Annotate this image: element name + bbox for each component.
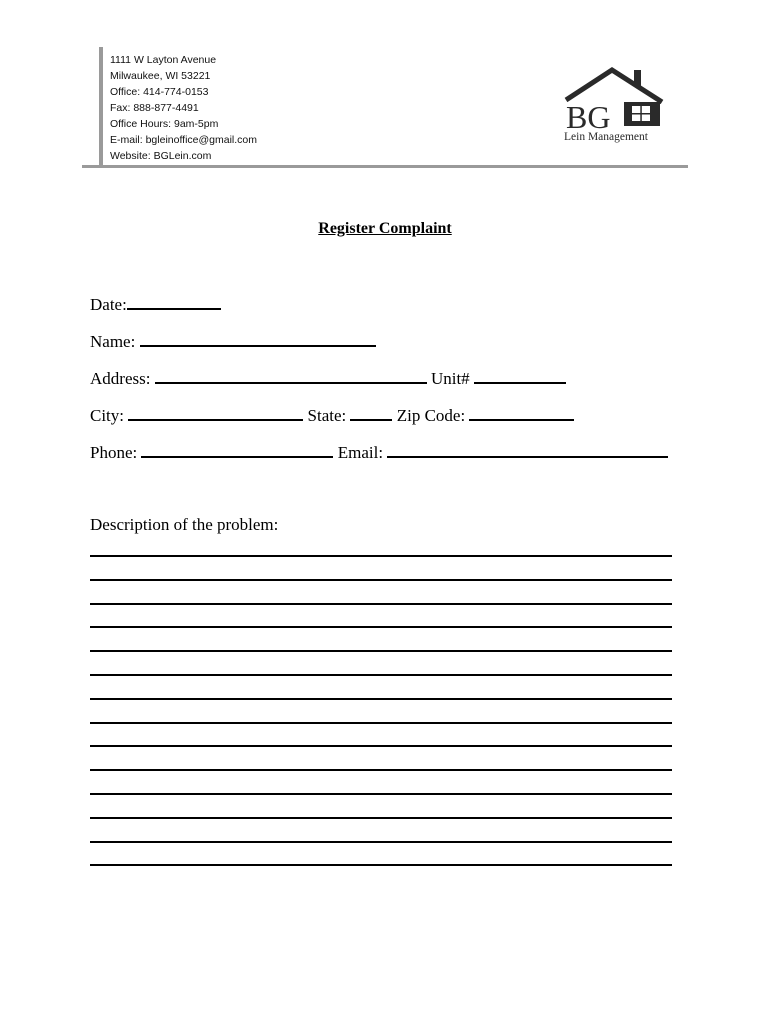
description-line[interactable]: [90, 769, 672, 771]
contact-office-hours: Office Hours: 9am-5pm: [110, 118, 219, 130]
description-line[interactable]: [90, 603, 672, 605]
page-title: Register Complaint: [318, 220, 452, 237]
unit-label: Unit#: [430, 369, 470, 388]
contact-office-phone: Office: 414-774-0153: [110, 86, 209, 98]
contact-fax: Fax: 888-877-4491: [110, 102, 199, 114]
logo-initials: BG: [566, 99, 611, 135]
description-label: Description of the problem:: [90, 515, 279, 534]
date-blank[interactable]: [127, 294, 221, 310]
description-line[interactable]: [90, 745, 672, 747]
description-line[interactable]: [90, 698, 672, 700]
name-blank[interactable]: [140, 331, 376, 347]
unit-blank[interactable]: [474, 368, 566, 384]
description-line[interactable]: [90, 626, 672, 628]
description-line[interactable]: [90, 579, 672, 581]
house-chimney-icon: [634, 70, 641, 86]
description-line[interactable]: [90, 841, 672, 843]
description-line[interactable]: [90, 555, 672, 557]
house-roof-icon: [566, 70, 662, 102]
phone-row: [90, 442, 668, 463]
date-row: [90, 294, 221, 315]
description-line[interactable]: [90, 817, 672, 819]
phone-label: Phone:: [90, 443, 138, 462]
date-label: Date:: [90, 295, 127, 314]
description-line[interactable]: [90, 674, 672, 676]
address-blank[interactable]: [155, 368, 427, 384]
name-row: [90, 331, 376, 352]
description-line[interactable]: [90, 722, 672, 724]
house-window-icon: [632, 106, 650, 121]
description-line[interactable]: [90, 650, 672, 652]
email-label: Email:: [337, 443, 384, 462]
contact-block: [110, 52, 257, 164]
city-blank[interactable]: [128, 405, 303, 421]
description-line[interactable]: [90, 864, 672, 866]
state-blank[interactable]: [350, 405, 392, 421]
zip-blank[interactable]: [469, 405, 574, 421]
letterhead-horizontal-rule: [82, 165, 688, 168]
description-line[interactable]: [90, 793, 672, 795]
logo-name: Lein Management: [564, 131, 648, 143]
contact-website: Website: BGLein.com: [110, 150, 212, 162]
name-label: Name:: [90, 332, 136, 351]
address-label: Address:: [90, 369, 151, 388]
letterhead-vertical-rule: [99, 47, 103, 168]
letterhead: [82, 44, 688, 169]
contact-address: 1111 W Layton Avenue: [110, 54, 217, 66]
state-label: State:: [307, 406, 347, 425]
address-row: [90, 368, 566, 389]
zip-label: Zip Code:: [396, 406, 466, 425]
city-row: [90, 405, 574, 426]
company-logo: [562, 64, 672, 144]
contact-city: Milwaukee, WI 53221: [110, 70, 211, 82]
contact-email: E-mail: bgleinoffice@gmail.com: [110, 134, 258, 146]
city-label: City:: [90, 406, 125, 425]
email-blank[interactable]: [387, 442, 668, 458]
phone-blank[interactable]: [141, 442, 333, 458]
